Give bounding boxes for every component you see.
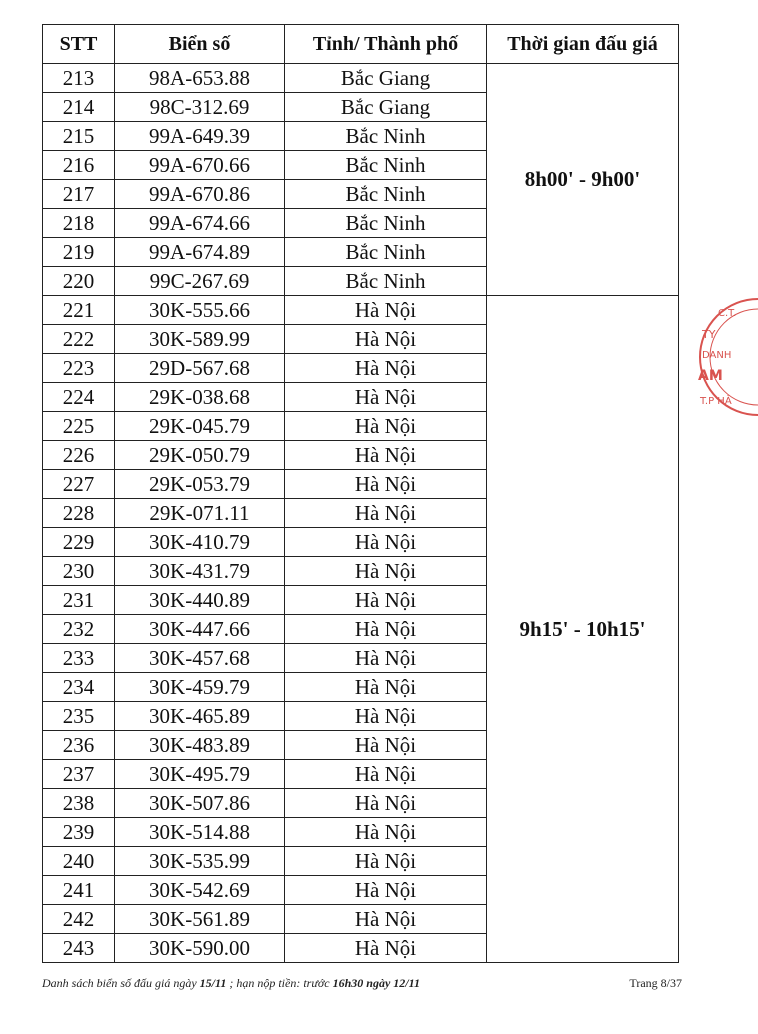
cell-province: Hà Nội: [285, 731, 487, 760]
cell-plate: 98A-653.88: [115, 64, 285, 93]
cell-plate: 30K-507.86: [115, 789, 285, 818]
cell-stt: 237: [43, 760, 115, 789]
header-time: Thời gian đấu giá: [487, 25, 679, 64]
svg-text:TY: TY: [702, 328, 716, 341]
cell-plate: 30K-483.89: [115, 731, 285, 760]
cell-plate: 30K-459.79: [115, 673, 285, 702]
cell-stt: 238: [43, 789, 115, 818]
cell-province: Hà Nội: [285, 789, 487, 818]
cell-stt: 226: [43, 441, 115, 470]
cell-province: Hà Nội: [285, 905, 487, 934]
cell-stt: 230: [43, 557, 115, 586]
company-seal-stamp: [688, 292, 758, 422]
cell-province: Hà Nội: [285, 673, 487, 702]
cell-plate: 99A-674.66: [115, 209, 285, 238]
cell-province: Hà Nội: [285, 586, 487, 615]
cell-plate: 30K-447.66: [115, 615, 285, 644]
cell-stt: 232: [43, 615, 115, 644]
cell-stt: 234: [43, 673, 115, 702]
cell-province: Hà Nội: [285, 818, 487, 847]
cell-stt: 243: [43, 934, 115, 963]
cell-stt: 219: [43, 238, 115, 267]
plate-auction-table: [42, 24, 679, 963]
cell-province: Bắc Ninh: [285, 238, 487, 267]
cell-plate: 99A-670.66: [115, 151, 285, 180]
cell-stt: 223: [43, 354, 115, 383]
cell-plate: 30K-561.89: [115, 905, 285, 934]
footer-text-2: ; hạn nộp tiền: trước: [226, 976, 333, 990]
cell-plate: 30K-542.69: [115, 876, 285, 905]
cell-stt: 222: [43, 325, 115, 354]
cell-province: Hà Nội: [285, 325, 487, 354]
cell-stt: 213: [43, 64, 115, 93]
cell-plate: 30K-514.88: [115, 818, 285, 847]
cell-auction-time: 8h00' - 9h00': [487, 64, 679, 296]
cell-province: Bắc Ninh: [285, 122, 487, 151]
cell-stt: 221: [43, 296, 115, 325]
cell-stt: 240: [43, 847, 115, 876]
cell-stt: 233: [43, 644, 115, 673]
cell-plate: 30K-590.00: [115, 934, 285, 963]
footer-text-1: Danh sách biển số đấu giá ngày: [42, 976, 200, 990]
cell-plate: 99A-674.89: [115, 238, 285, 267]
cell-plate: 30K-535.99: [115, 847, 285, 876]
cell-province: Hà Nội: [285, 615, 487, 644]
cell-stt: 231: [43, 586, 115, 615]
cell-stt: 239: [43, 818, 115, 847]
cell-auction-time: 9h15' - 10h15': [487, 296, 679, 963]
cell-province: Hà Nội: [285, 847, 487, 876]
page-footer: [42, 976, 682, 991]
cell-plate: 30K-589.99: [115, 325, 285, 354]
cell-plate: 30K-410.79: [115, 528, 285, 557]
cell-stt: 228: [43, 499, 115, 528]
cell-stt: 227: [43, 470, 115, 499]
cell-plate: 30K-431.79: [115, 557, 285, 586]
svg-text:C.T.: C.T.: [718, 308, 737, 319]
cell-plate: 30K-457.68: [115, 644, 285, 673]
cell-province: Bắc Ninh: [285, 209, 487, 238]
cell-plate: 99A-649.39: [115, 122, 285, 151]
cell-province: Bắc Ninh: [285, 151, 487, 180]
cell-province: Hà Nội: [285, 702, 487, 731]
cell-province: Hà Nội: [285, 876, 487, 905]
header-plate: Biển số: [115, 25, 285, 64]
cell-plate: 29K-050.79: [115, 441, 285, 470]
cell-stt: 218: [43, 209, 115, 238]
cell-plate: 99A-670.86: [115, 180, 285, 209]
cell-stt: 217: [43, 180, 115, 209]
cell-plate: 29K-071.11: [115, 499, 285, 528]
cell-plate: 30K-465.89: [115, 702, 285, 731]
cell-province: Hà Nội: [285, 760, 487, 789]
cell-province: Hà Nội: [285, 383, 487, 412]
table-row: [43, 296, 679, 325]
cell-plate: 29D-567.68: [115, 354, 285, 383]
cell-plate: 30K-555.66: [115, 296, 285, 325]
svg-text:AM: AM: [698, 368, 723, 384]
table-header-row: [43, 25, 679, 64]
cell-stt: 225: [43, 412, 115, 441]
cell-province: Hà Nội: [285, 557, 487, 586]
svg-text:T.P HÀ: T.P HÀ: [700, 396, 732, 407]
cell-stt: 220: [43, 267, 115, 296]
cell-province: Bắc Giang: [285, 64, 487, 93]
page-number: Trang 8/37: [629, 976, 682, 990]
cell-plate: 30K-440.89: [115, 586, 285, 615]
cell-province: Hà Nội: [285, 441, 487, 470]
table-row: [43, 64, 679, 93]
cell-province: Hà Nội: [285, 528, 487, 557]
cell-province: Hà Nội: [285, 499, 487, 528]
cell-stt: 214: [43, 93, 115, 122]
cell-plate: 29K-038.68: [115, 383, 285, 412]
cell-plate: 99C-267.69: [115, 267, 285, 296]
header-province: Tỉnh/ Thành phố: [285, 25, 487, 64]
cell-province: Hà Nội: [285, 644, 487, 673]
cell-stt: 242: [43, 905, 115, 934]
svg-text:DANH: DANH: [702, 350, 732, 361]
cell-province: Hà Nội: [285, 354, 487, 383]
cell-province: Hà Nội: [285, 296, 487, 325]
footer-date: 15/11: [199, 976, 227, 990]
cell-plate: 29K-053.79: [115, 470, 285, 499]
cell-province: Bắc Giang: [285, 93, 487, 122]
cell-province: Bắc Ninh: [285, 180, 487, 209]
cell-plate: 30K-495.79: [115, 760, 285, 789]
cell-stt: 241: [43, 876, 115, 905]
cell-stt: 236: [43, 731, 115, 760]
footer-deadline: 16h30 ngày 12/11: [332, 976, 420, 990]
cell-stt: 215: [43, 122, 115, 151]
cell-plate: 29K-045.79: [115, 412, 285, 441]
cell-stt: 235: [43, 702, 115, 731]
header-stt: STT: [43, 25, 115, 64]
cell-stt: 224: [43, 383, 115, 412]
cell-stt: 229: [43, 528, 115, 557]
cell-province: Hà Nội: [285, 934, 487, 963]
cell-stt: 216: [43, 151, 115, 180]
cell-plate: 98C-312.69: [115, 93, 285, 122]
cell-province: Bắc Ninh: [285, 267, 487, 296]
cell-province: Hà Nội: [285, 470, 487, 499]
cell-province: Hà Nội: [285, 412, 487, 441]
